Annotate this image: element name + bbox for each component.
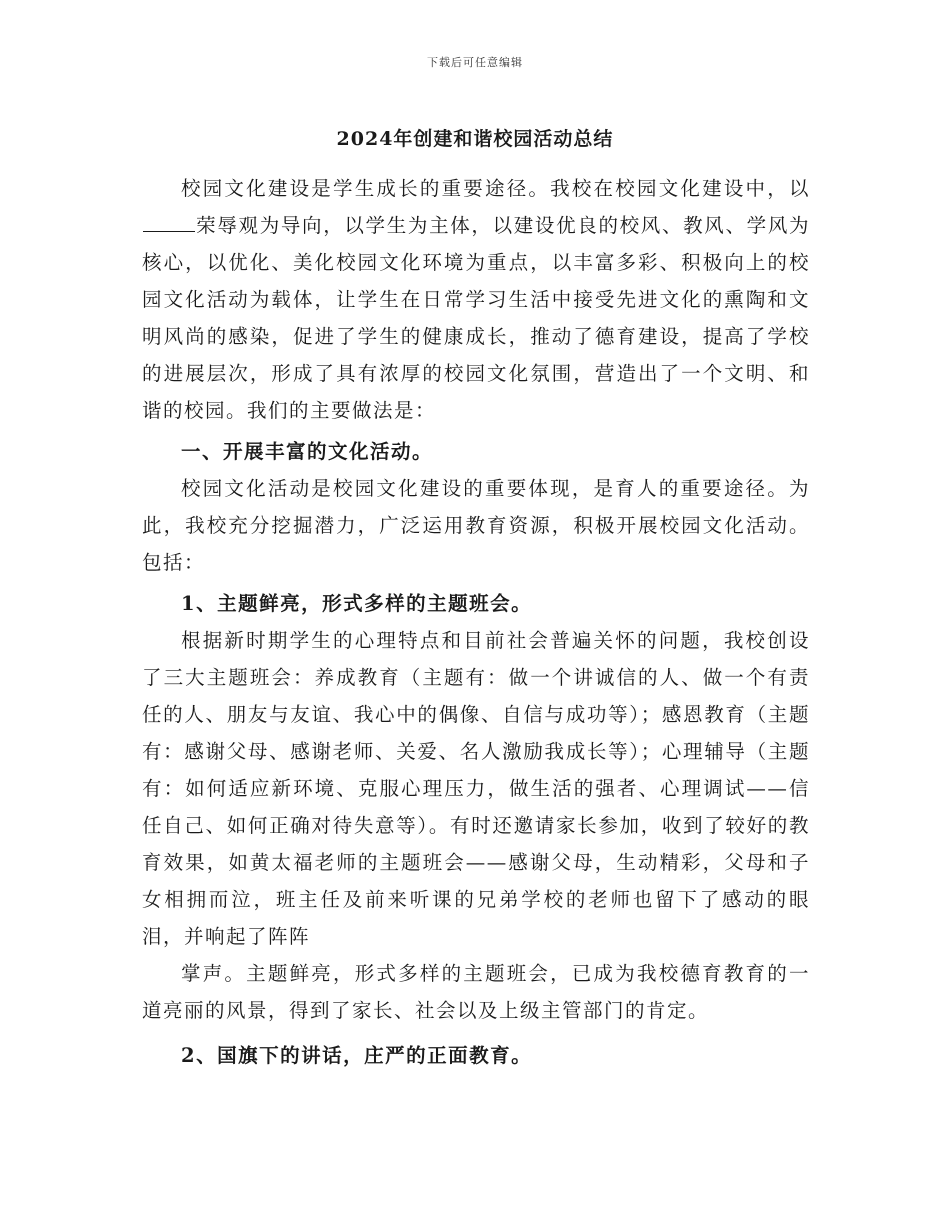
header-note: 下载后可任意编辑 (427, 56, 523, 69)
document-title: 2024年创建和谐校园活动总结 (336, 128, 614, 150)
paragraph-activities: 校园文化活动是校园文化建设的重要体现，是育人的重要途径。为此，我校充分挖掘潜力，广泛运用教育资源，积极开展校园文化活动。包括： (142, 477, 810, 574)
section-heading-flag-speech: 2、国旗下的讲话，庄严的正面教育。 (181, 1044, 533, 1067)
document-body (142, 170, 810, 1074)
paragraph-class-meeting: 根据新时期学生的心理特点和目前社会普遍关怀的问题，我校创设了三大主题班会：养成教育（主题有：做一个讲诚信的人、做一个有责任的人、朋友与友谊、我心中的偶像、自信与成功等）；感恩教育（主题有：感谢父母、感谢老师、关爱、名人激励我成长等）；心理辅导（主题有：如何适应新环境、克服心理压力，做生活的强者、心理调试——信任自己、如何正确对待失意等）。有时还邀请家长参加，收到了较好的教育效果，如黄太福老师的主题班会——感谢父母，生动精彩，父母和子女相拥而泣，班主任及前来听课的兄弟学校的老师也留下了感动的眼泪，并响起了阵阵 (142, 629, 810, 948)
paragraph-intro (142, 170, 810, 429)
section-heading-class-meeting: 1、主题鲜亮，形式多样的主题班会。 (181, 592, 533, 615)
section-heading-1: 一、开展丰富的文化活动。 (181, 440, 434, 463)
intro-text-start: 校园文化建设是学生成长的重要途径。我校在校园文化建设中，以 (181, 177, 810, 200)
paragraph-applause: 掌声。主题鲜亮，形式多样的主题班会，已成为我校德育教育的一道亮丽的风景，得到了家长、社会以及上级主管部门的肯定。 (142, 962, 810, 1022)
intro-text-rest: 荣辱观为导向，以学生为主体，以建设优良的校风、教风、学风为核心，以优化、美化校园文化环境为重点，以丰富多彩、积极向上的校园文化活动为载体，让学生在日常学习生活中接受先进文化的熏陶和文明风尚的感染，促进了学生的健康成长，推动了德育建设，提高了学校的进展层次，形成了具有浓厚的校园文化氛围，营造出了一个文明、和谐的校园。我们的主要做法是： (142, 214, 810, 422)
fill-in-blank (143, 209, 195, 232)
